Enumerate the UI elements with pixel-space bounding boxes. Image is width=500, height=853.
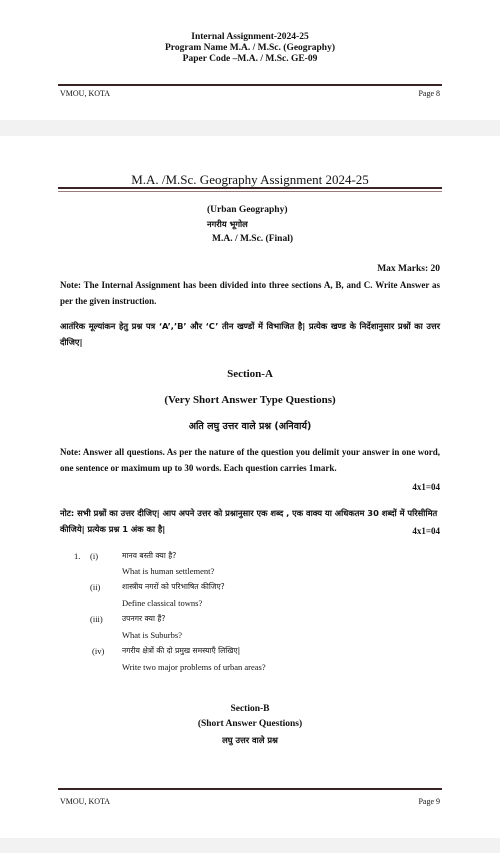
title-rule: [58, 187, 442, 189]
question-text-hindi: उपनगर क्या हैं?: [122, 614, 166, 623]
footer-rule: [58, 84, 442, 86]
note-hindi: आतंरिक मूल्यांकन हेतु प्रश्न पत्र ‘A’,’B’ और ‘C’ तीन खण्डों में विभाजित है| प्रत्येक खण्ड के निर्देशानुसार प्रश्नों का उत्तर दीजिए|: [60, 321, 440, 347]
program-name-heading: Program Name M.A. / M.Sc. (Geography): [165, 43, 335, 53]
page-number: Page 8: [418, 89, 440, 98]
question-number: (i): [90, 551, 99, 561]
section-a-subtitle-hindi: अति लघु उत्तर वाले प्रश्न (अनिवार्य): [188, 421, 312, 432]
title-rule-thin: [58, 191, 442, 192]
section-b-subtitle-hindi: लघु उत्तर वाले प्रश्न: [222, 735, 278, 745]
section-a-note-english: Note: Answer all questions. As per the nature of the question you delimit your answer in one word, one sentence or maximum up to 30 words. Each question carries 1mark.: [60, 447, 440, 473]
question-number: (iv): [92, 646, 105, 656]
section-a-note-hindi: नोट: सभी प्रश्नों का उत्तर दीजिए| आप अपने उत्तर को प्रश्नानुसार एक शब्द , एक वाक्य या अधिकतम 30 शब्दों में परिसीमित कीजिये| प्रत्येक प्रश्न 1 अंक का है|: [60, 508, 438, 534]
page-number: Page 9: [418, 797, 440, 806]
section-a-marks-english: 4x1=04: [412, 482, 440, 492]
subject-name-hindi: नगरीय भूगोल: [207, 219, 248, 229]
question-text-english: What is Suburbs?: [122, 630, 182, 640]
question-text-english: Define classical towns?: [122, 598, 203, 608]
question-text-hindi: नगरीय क्षेत्रों की दो प्रमुख समस्याएँ लिखिए|: [122, 646, 241, 655]
question-text-hindi: शास्त्रीय नगरों को परिभाषित कीजिए?: [122, 582, 225, 591]
question-text-hindi: मानव बस्ती क्या है?: [122, 551, 177, 560]
page-gap: [0, 120, 500, 136]
max-marks: Max Marks: 20: [377, 264, 440, 274]
section-b-title: Section-B: [230, 704, 270, 714]
section-a-subtitle: (Very Short Answer Type Questions): [164, 394, 336, 406]
paper-code-heading: Paper Code –M.A. / M.Sc. GE-09: [182, 54, 318, 64]
section-a-title: Section-A: [227, 368, 273, 380]
question-text-english: Write two major problems of urban areas?: [122, 662, 266, 672]
footer-left-text: VMOU, KOTA: [60, 797, 111, 806]
note-english: Note: The Internal Assignment has been divided into three sections A, B, and C. Write Answer as per the given instruction.: [60, 280, 440, 306]
footer-rule: [58, 788, 442, 790]
section-a-marks-hindi: 4x1=04: [412, 526, 440, 536]
subject-name: (Urban Geography): [207, 205, 288, 215]
question-text-english: What is human settlement?: [122, 566, 215, 576]
question-list-number: 1.: [74, 551, 81, 561]
assignment-title: M.A. /M.Sc. Geography Assignment 2024-25: [131, 172, 369, 187]
section-b-subtitle: (Short Answer Questions): [197, 719, 303, 729]
class-name: M.A. / M.Sc. (Final): [212, 234, 294, 244]
question-number: (iii): [90, 614, 103, 624]
page-gap: [0, 838, 500, 853]
footer-left-text: VMOU, KOTA: [60, 89, 111, 98]
assignment-year-heading: Internal Assignment-2024-25: [191, 32, 309, 42]
question-number: (ii): [90, 582, 101, 592]
